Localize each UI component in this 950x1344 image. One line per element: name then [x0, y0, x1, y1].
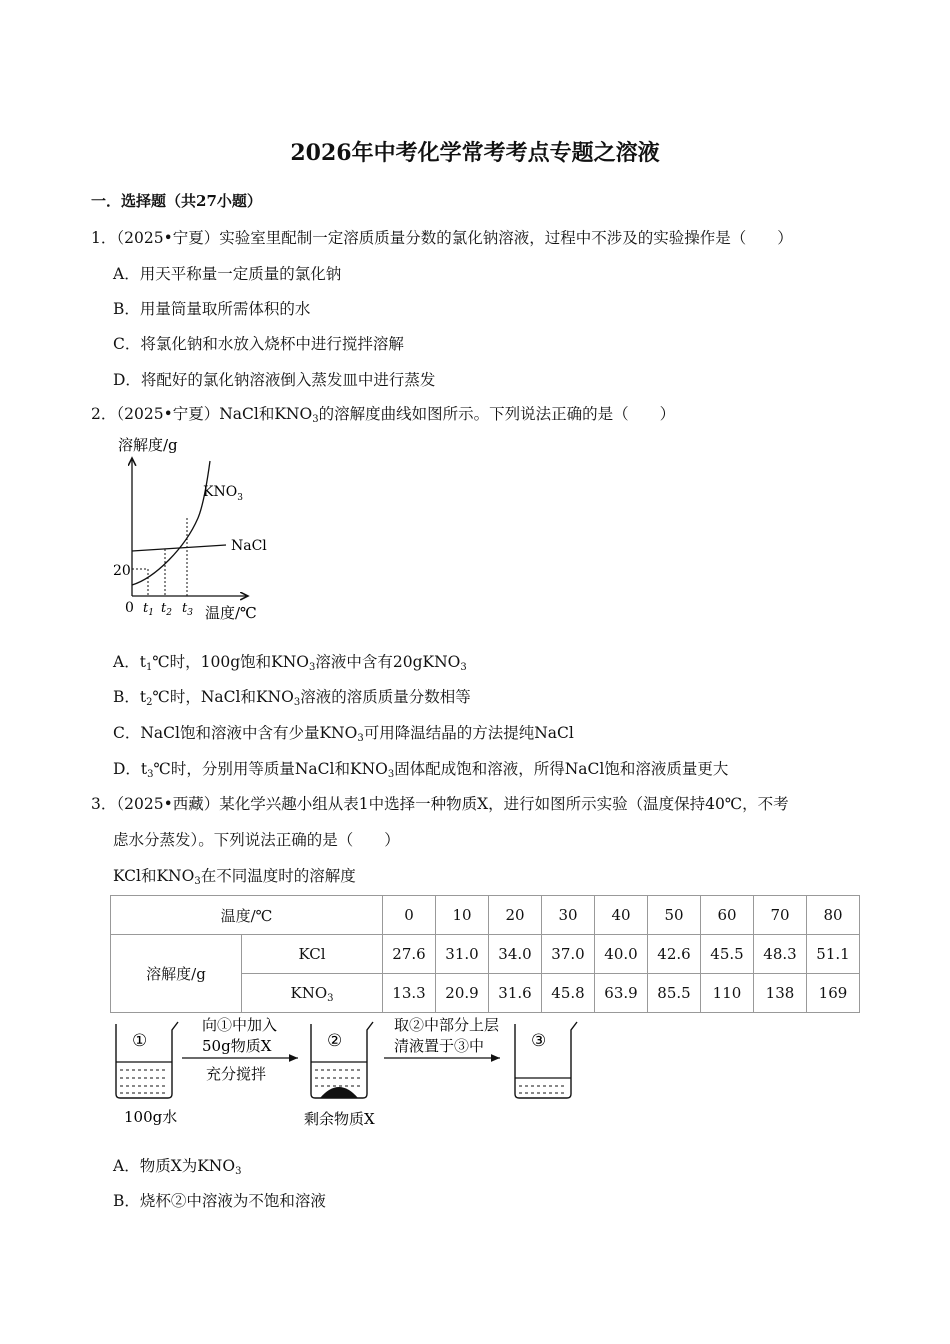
question-2-stem: 2．（2025•宁夏）NaCl和$KNO_3$的溶解度曲线如图所示。下列说法正确的是（ ）	[91, 405, 676, 425]
table-cell: 85.5	[648, 974, 701, 1013]
step2-line1: 取②中部分上层	[394, 1016, 500, 1034]
table-cell: 13.3	[383, 974, 436, 1013]
t2-label: $t_2$	[161, 601, 172, 618]
table-cell: 30	[542, 896, 595, 935]
table-cell: 70	[754, 896, 807, 935]
table-cell: 60	[701, 896, 754, 935]
q1-option-a: A．用天平称量一定质量的氯化钠	[113, 265, 342, 283]
table-row	[111, 896, 860, 935]
table-cell: 20	[489, 896, 542, 935]
step1-line2: 50g物质X	[202, 1037, 272, 1055]
q1-option-d: D．将配好的氯化钠溶液倒入蒸发皿中进行蒸发	[113, 371, 436, 389]
table-cell: 0	[383, 896, 436, 935]
question-number: 2．	[91, 405, 117, 423]
table-cell: 110	[701, 974, 754, 1013]
x-axis-label: 温度/℃	[205, 604, 257, 622]
question-3-stem-cont: 虑水分蒸发）。下列说法正确的是（ ）	[113, 831, 400, 849]
t3-label: $t_3$	[182, 601, 193, 618]
table-cell: 40	[595, 896, 648, 935]
beaker-1-label: ①	[132, 1031, 148, 1051]
beaker-3	[515, 1022, 577, 1098]
question-text: （2025•宁夏）实验室里配制一定溶质质量分数的氯化钠溶液，过程中不涉及的实验操作是（ ）	[116, 229, 793, 247]
residue-label: 剩余物质X	[304, 1110, 375, 1128]
table-cell: 45.5	[701, 935, 754, 974]
kcl-label: KCl	[242, 935, 383, 974]
solubility-table	[110, 895, 860, 1013]
table-cell: 45.8	[542, 974, 595, 1013]
table-cell: 31.6	[489, 974, 542, 1013]
temp-header: 温度/℃	[111, 896, 383, 935]
step1-line1: 向①中加入	[202, 1016, 278, 1034]
nacl-curve-label: NaCl	[231, 538, 267, 554]
question-3-stem: 3．（2025•西藏）某化学兴趣小组从表1中选择一种物质X，进行如图所示实验（温度保持40℃，不考	[91, 795, 789, 813]
q2-option-d: D．$t_3℃$时，分别用等质量NaCl和$KNO_3$固体配成饱和溶液，所得NaCl饱和溶液质量更大	[113, 760, 729, 780]
table-cell: 138	[754, 974, 807, 1013]
table-cell: 31.0	[436, 935, 489, 974]
question-number: 1．	[91, 229, 117, 247]
table-cell: 169	[807, 974, 860, 1013]
kno3-label: $KNO_3$	[242, 974, 383, 1013]
kno3-curve-label: $KNO_3$	[203, 484, 243, 503]
y-axis-label: 溶解度/g	[118, 436, 178, 454]
question-1-stem	[91, 227, 793, 249]
q2-option-c: C．NaCl饱和溶液中含有少量$KNO_3$可用降温结晶的方法提纯NaCl	[113, 724, 574, 744]
table-cell: 80	[807, 896, 860, 935]
beaker-3-label: ③	[531, 1031, 547, 1051]
section-heading: 一．选择题（共27小题）	[91, 192, 262, 210]
origin-label: 0	[125, 600, 134, 616]
kno3-curve	[132, 461, 210, 585]
beaker-2-label: ②	[327, 1031, 343, 1051]
nacl-curve	[132, 545, 226, 551]
q3-option-a: A．物质X为$KNO_3$	[113, 1157, 242, 1177]
table-cell: 40.0	[595, 935, 648, 974]
experiment-diagram	[108, 1012, 598, 1132]
table-cell: 37.0	[542, 935, 595, 974]
step1-line3: 充分搅拌	[206, 1065, 267, 1083]
beaker-1	[116, 1022, 178, 1098]
q2-option-a: A．$t_1℃$时，100g饱和$KNO_3$溶液中含有20gKNO$_3$	[113, 653, 467, 673]
table-cell: 50	[648, 896, 701, 935]
t1-label: $t_1$	[143, 601, 154, 618]
table-row	[111, 935, 860, 974]
question-number: 3．	[91, 795, 117, 813]
solubility-curve-graph	[110, 428, 290, 628]
table-cell: 48.3	[754, 935, 807, 974]
table-cell: 20.9	[436, 974, 489, 1013]
page-title: 2026年中考化学常考考点专题之溶液	[290, 140, 660, 166]
table-cell: 10	[436, 896, 489, 935]
q1-option-b: B．用量筒量取所需体积的水	[113, 300, 311, 318]
y-tick-20: 20	[113, 563, 131, 579]
beaker-2	[311, 1022, 373, 1098]
solid-residue	[320, 1087, 358, 1098]
q2-option-b: B．$t_2℃$时，NaCl和$KNO_3$溶液的溶质质量分数相等	[113, 688, 471, 708]
table-caption: KCl和$KNO_3$在不同温度时的溶解度	[113, 867, 356, 887]
solubility-header: 溶解度/g	[111, 935, 242, 1013]
q3-option-b: B．烧杯②中溶液为不饱和溶液	[113, 1192, 326, 1210]
table-cell: 34.0	[489, 935, 542, 974]
table-cell: 51.1	[807, 935, 860, 974]
table-cell: 27.6	[383, 935, 436, 974]
q1-option-c: C．将氯化钠和水放入烧杯中进行搅拌溶解	[113, 335, 404, 353]
table-cell: 42.6	[648, 935, 701, 974]
table-cell: 63.9	[595, 974, 648, 1013]
water-label: 100g水	[124, 1108, 178, 1126]
step2-line2: 清液置于③中	[394, 1037, 485, 1055]
